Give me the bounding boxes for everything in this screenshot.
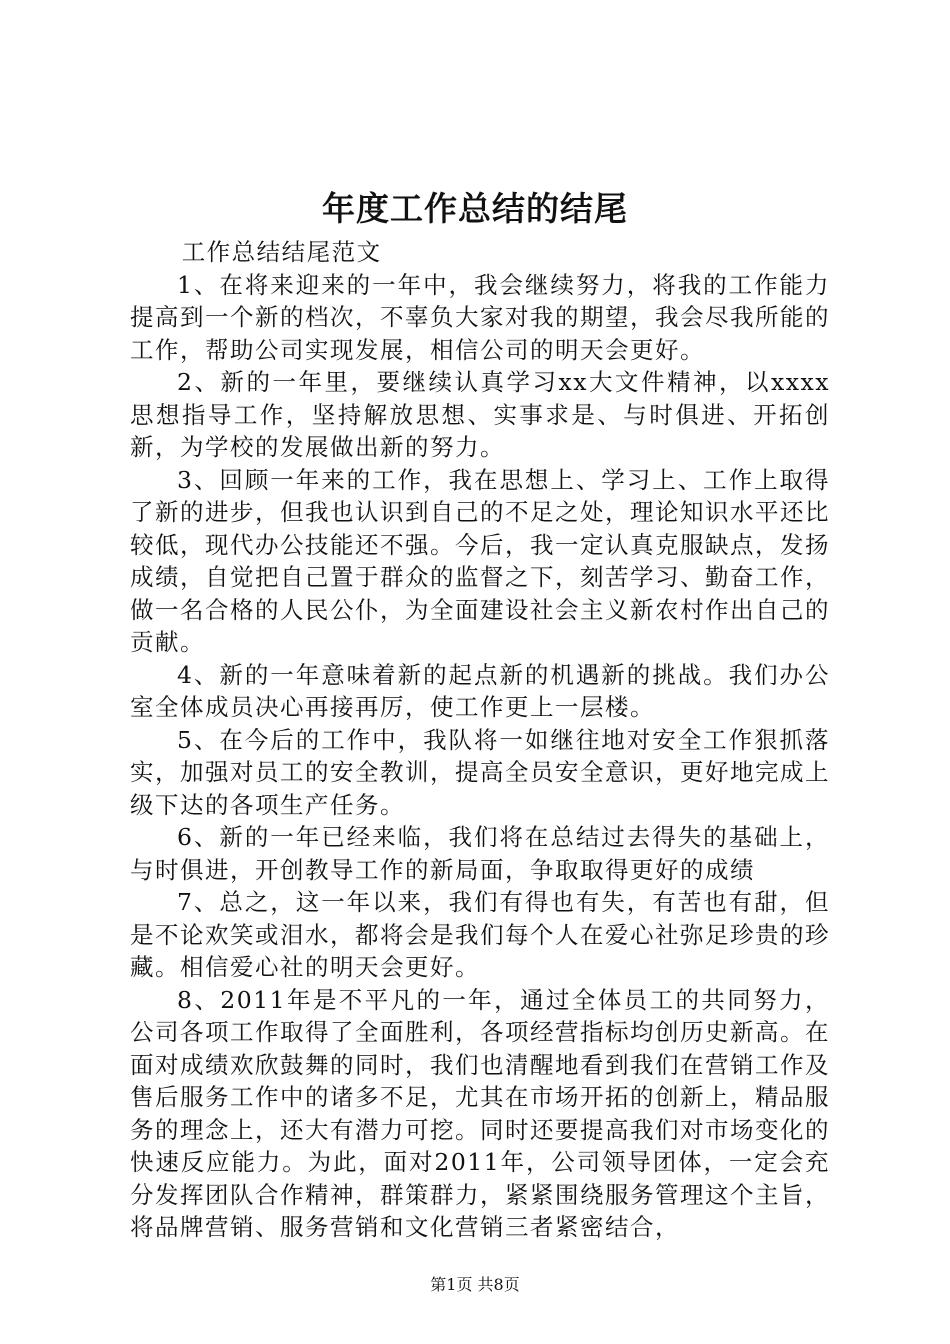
paragraph-heading: 工作总结结尾范文 (181, 238, 382, 266)
document-title: 年度工作总结的结尾 (322, 189, 628, 228)
paragraph-1: 1、在将来迎来的一年中，我会继续努力，将我的工作能力提高到一个新的档次，不辜负大家对我的期望，我会尽我所能的工作，帮助公司实现发展，相信公司的明天会更好。 (130, 270, 830, 364)
page-number-footer: 第1页 共8页 (430, 1275, 520, 1294)
paragraph-2: 2、新的一年里，要继续认真学习xx大文件精神，以xxxx思想指导工作，坚持解放思想、实事求是、与时俱进、开拓创新，为学校的发展做出新的努力。 (130, 368, 830, 461)
paragraph-7: 7、总之，这一年以来，我们有得也有失，有苦也有甜，但是不论欢笑或泪水，都将会是我们每个人在爱心社弥足珍贵的珍藏。相信爱心社的明天会更好。 (130, 888, 830, 981)
paragraph-4: 4、新的一年意味着新的起点新的机遇新的挑战。我们办公室全体成员决心再接再厉，使工作更上一层楼。 (130, 660, 830, 721)
paragraph-6: 6、新的一年已经来临，我们将在总结过去得失的基础上，与时俱进，开创教导工作的新局面，争取取得更好的成绩 (130, 823, 830, 884)
paragraph-3: 3、回顾一年来的工作，我在思想上、学习上、工作上取得了新的进步，但我也认识到自己的不足之处，理论知识水平还比较低，现代办公技能还不强。今后，我一定认真克服缺点，发扬成绩，自觉把自己置于群众的监督之下，刻苦学习、勤奋工作，做一名合格的人民公仆，为全面建设社会主义新农村作出自己的贡献。 (130, 465, 830, 656)
document-body (130, 236, 830, 1244)
paragraph-5: 5、在今后的工作中，我队将一如继往地对安全工作狠抓落实，加强对员工的安全教训，提高全员安全意识，更好地完成上级下达的各项生产任务。 (130, 725, 830, 819)
paragraph-8: 8、2011年是不平凡的一年，通过全体员工的共同努力，公司各项工作取得了全面胜利，各项经营指标均创历史新高。在面对成绩欢欣鼓舞的同时，我们也清醒地看到我们在营销工作及售后服务工作中的诸多不足，尤其在市场开拓的创新上，精品服务的理念上，还大有潜力可挖。同时还要提高我们对市场变化的快速反应能力。为此，面对2011年，公司领导团体，一定会充分发挥团队合作精神，群策群力，紧紧围绕服务管理这个主旨，将品牌营销、服务营销和文化营销三者紧密结合， (130, 985, 830, 1241)
